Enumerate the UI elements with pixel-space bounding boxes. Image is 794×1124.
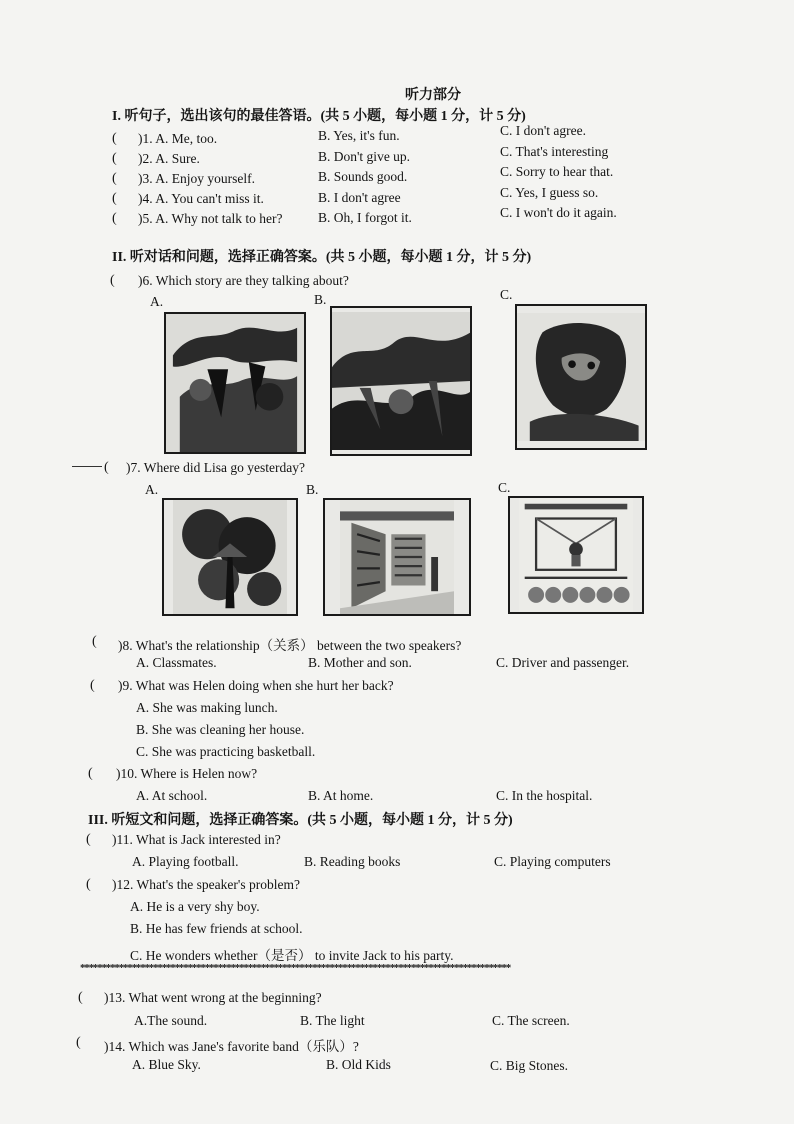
q7-stem: )7. Where did Lisa go yesterday? [126, 460, 305, 475]
q4-option-c: C. Yes, I guess so. [500, 185, 599, 200]
q2-option-b: B. Don't give up. [318, 149, 411, 164]
q3-option-b: B. Sounds good. [318, 169, 408, 184]
section-3-heading: III. 听短文和问题，选择正确答案。(共 5 小题，每小题 1 分，计 5 分) [88, 813, 513, 828]
q12-option-c: C. He wonders whether（是否） to invite Jack to his party. [130, 948, 454, 963]
q11-stem: )11. What is Jack interested in? [112, 832, 281, 847]
q1-option-c: C. I don't agree. [500, 123, 587, 138]
q9-option-a: A. She was making lunch. [136, 700, 278, 715]
q9-stem: )9. What was Helen doing when she hurt her back? [118, 678, 394, 693]
separator-line: **************************************************************************************************** [80, 962, 511, 974]
q8-option-a: A. Classmates. [136, 655, 217, 670]
section-1-heading: I. 听句子，选出该句的最佳答语。(共 5 小题，每小题 1 分，计 5 分) [112, 109, 526, 124]
q1-stem: )1. A. Me, too. [138, 131, 218, 146]
library-interior-illustration [325, 500, 469, 614]
q11-option-b: B. Reading books [304, 854, 401, 869]
q6-option-c-label: C. [500, 287, 513, 302]
answer-paren: ( [86, 877, 91, 892]
answer-paren: ( [92, 634, 97, 649]
q8-option-c: C. Driver and passenger. [496, 655, 630, 670]
q6-stem: )6. Which story are they talking about? [138, 273, 349, 288]
theater-stage-illustration [510, 498, 642, 612]
answer-paren: ( [112, 131, 117, 146]
q7-option-b-label: B. [306, 482, 319, 497]
answer-paren: ( [90, 678, 95, 693]
q14-option-a: A. Blue Sky. [132, 1057, 201, 1072]
q14-option-b: B. Old Kids [326, 1057, 391, 1072]
q10-option-a: A. At school. [136, 788, 208, 803]
answer-paren: ( [112, 191, 117, 206]
answer-paren: ( [112, 211, 117, 226]
q11-option-a: A. Playing football. [132, 854, 239, 869]
q4-option-b: B. I don't agree [318, 190, 401, 205]
q8-option-b: B. Mother and son. [308, 655, 412, 670]
q9-option-c: C. She was practicing basketball. [136, 744, 316, 759]
q10-stem: )10. Where is Helen now? [116, 766, 258, 781]
answer-paren: ( [110, 273, 115, 288]
q6-picture-a [164, 312, 306, 454]
answer-paren: ( [104, 460, 109, 475]
monkey-king-illustration [517, 306, 645, 448]
q5-stem: )5. A. Why not talk to her? [138, 211, 283, 226]
q4-stem: )4. A. You can't miss it. [138, 191, 264, 206]
answer-paren: ( [86, 832, 91, 847]
q7-option-c-label: C. [498, 480, 511, 495]
q6-option-b-label: B. [314, 292, 327, 307]
q10-option-c: C. In the hospital. [496, 788, 593, 803]
answer-paren: ( [112, 151, 117, 166]
answer-paren: ( [78, 990, 83, 1005]
q7-picture-b [323, 498, 471, 616]
q7-option-a-label: A. [145, 482, 159, 497]
q13-option-c: C. The screen. [492, 1013, 570, 1028]
q12-stem: )12. What's the speaker's problem? [112, 877, 300, 892]
q13-option-b: B. The light [300, 1013, 365, 1028]
q7-picture-a [162, 498, 298, 616]
q14-stem: )14. Which was Jane's favorite band（乐队）? [104, 1039, 359, 1054]
q8-stem: )8. What's the relationship（关系） between the two speakers? [118, 638, 462, 653]
q6-picture-c [515, 304, 647, 450]
answer-paren: ( [112, 171, 117, 186]
q12-option-b: B. He has few friends at school. [130, 921, 303, 936]
ink-landscape-illustration [166, 314, 304, 452]
margin-mark [72, 466, 102, 467]
q5-option-c: C. I won't do it again. [500, 205, 617, 220]
q5-option-b: B. Oh, I forgot it. [318, 210, 412, 225]
q11-option-c: C. Playing computers [494, 854, 611, 869]
q2-stem: )2. A. Sure. [138, 151, 200, 166]
mountain-trees-illustration [332, 308, 470, 454]
q10-option-b: B. At home. [308, 788, 374, 803]
answer-paren: ( [88, 766, 93, 781]
q3-option-c: C. Sorry to hear that. [500, 164, 614, 179]
park-trees-illustration [164, 500, 296, 614]
q13-option-a: A.The sound. [134, 1013, 208, 1028]
q1-option-b: B. Yes, it's fun. [318, 128, 400, 143]
q13-stem: )13. What went wrong at the beginning? [104, 990, 322, 1005]
q6-picture-b [330, 306, 472, 456]
q6-option-a-label: A. [150, 294, 164, 309]
q2-option-c: C. That's interesting [500, 144, 609, 159]
q7-picture-c [508, 496, 644, 614]
q14-option-c: C. Big Stones. [490, 1058, 569, 1073]
section-2-heading: II. 听对话和问题，选择正确答案。(共 5 小题，每小题 1 分，计 5 分) [112, 250, 532, 265]
answer-paren: ( [76, 1035, 81, 1050]
q12-option-a: A. He is a very shy boy. [130, 899, 260, 914]
q9-option-b: B. She was cleaning her house. [136, 722, 305, 737]
page-title: 听力部分 [405, 88, 461, 103]
q3-stem: )3. A. Enjoy yourself. [138, 171, 255, 186]
